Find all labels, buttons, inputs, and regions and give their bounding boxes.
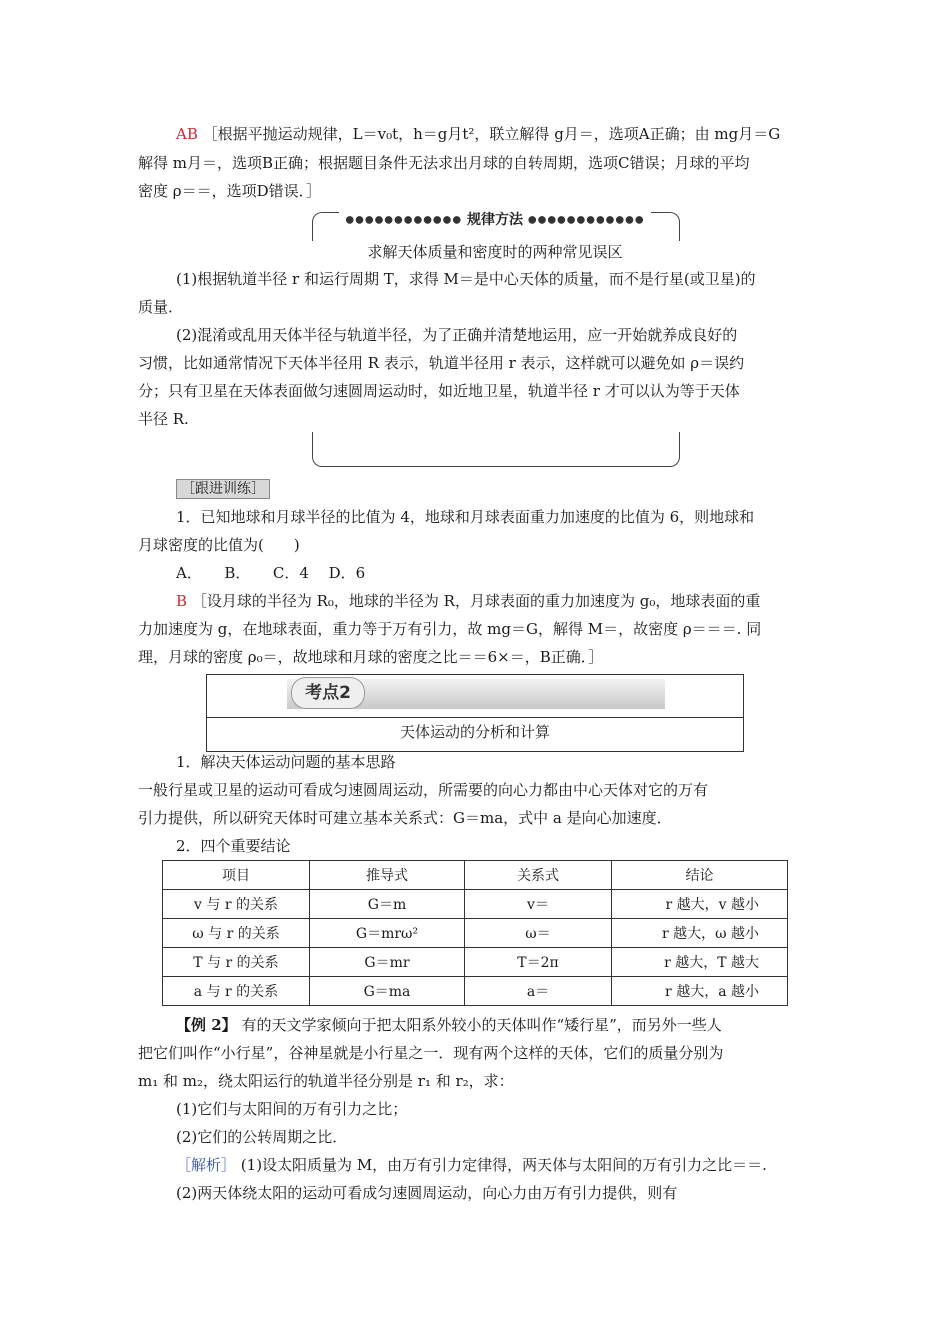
answer-ab-line2: 解得 m月＝，选项B正确；根据题目条件无法求出月球的自转周期，选项C错误；月球的平均 [138,154,750,172]
dots-left: ●●●●●●●●●●●● [345,214,463,226]
example-line3: m₁ 和 m₂，绕太阳运行的轨道半径分别是 r₁ 和 r₂，求： [138,1072,514,1090]
solution-text: (1)设太阳质量为 M，由万有引力定律得，两天体与太阳间的万有引力之比＝＝. [240,1156,767,1174]
answer-ab-line1 [176,124,780,144]
table-cell: a 与 r 的关系 [163,977,310,1006]
example-tag: 【例 2】 [176,1016,237,1034]
table-cell: G＝ma [310,977,465,1006]
method-p2c: 分；只有卫星在天体表面做匀速圆周运动时，如近地卫星，轨道半径 r 才可以认为等于天体 [138,382,740,400]
method-title: 规律方法 [467,212,523,228]
table-cell: v＝ [465,890,612,919]
answer-1-text: ［设月球的半径为 R₀，地球的半径为 R，月球表面的重力加速度为 g₀，地球表面的重 [191,592,761,610]
method-p1b: 质量． [138,298,184,316]
table-cell: T＝2π [465,948,612,977]
table-cell: r 越大，a 越小 [612,977,788,1006]
dots-right: ●●●●●●●●●●●● [527,214,645,226]
solution-line1 [176,1155,767,1175]
table-cell: G＝mrω² [310,919,465,948]
section-p1b: 引力提供，所以研究天体时可建立基本关系式：G＝ma，式中 a 是向心加速度． [138,809,672,827]
table-cell: a＝ [465,977,612,1006]
table-cell: ω 与 r 的关系 [163,919,310,948]
method-p2b: 习惯，比如通常情况下天体半径用 R 表示，轨道半径用 r 表示，这样就可以避免如 ρ＝误约 [138,354,745,372]
method-p2a: (2)混淆或乱用天体半径与轨道半径，为了正确并清楚地运用，应一开始就养成良好的 [176,326,738,344]
table-row [163,919,788,948]
table-header: 项目 [163,861,310,890]
answer-ab-line3: 密度 ρ＝＝，选项D错误．］ [138,182,322,200]
table-cell: r 越大，T 越大 [612,948,788,977]
table-header: 推导式 [310,861,465,890]
table-row [163,977,788,1006]
solution-tag: ［解析］ [176,1156,237,1174]
table-row [163,890,788,919]
table-cell: G＝m [310,890,465,919]
method-p2d: 半径 R. [138,410,189,428]
question-1-line2: 月球密度的比值为( ) [138,536,300,554]
table-cell: v 与 r 的关系 [163,890,310,919]
table-header: 关系式 [465,861,612,890]
example-q1: (1)它们与太阳间的万有引力之比； [176,1100,408,1118]
section-p1a: 一般行星或卫星的运动可看成匀速圆周运动，所需要的向心力都由中心天体对它的万有 [138,781,709,799]
table-row [163,948,788,977]
question-1-options: A． B． C．4 D．6 [176,564,366,582]
example-text: 有的天文学家倾向于把太阳系外较小的天体叫作“矮行星”，而另外一些人 [241,1016,722,1034]
table-cell: G＝mr [310,948,465,977]
practice-tag: ［跟进训练］ [176,479,270,499]
topic-subtitle: 天体运动的分析和计算 [399,723,550,741]
answer-1-line1 [176,591,760,611]
method-p1a: (1)根据轨道半径 r 和运行周期 T，求得 M＝是中心天体的质量，而不是行星(或卫星)的 [176,270,756,288]
answer-1-line3: 理，月球的密度 ρ₀＝，故地球和月球的密度之比＝＝6×＝，B正确．］ [138,648,604,666]
example-line2: 把它们叫作“小行星”，谷神星就是小行星之一．现有两个这样的天体，它们的质量分别为 [138,1044,724,1062]
topic-divider [207,717,743,718]
method-subtitle: 求解天体质量和密度时的两种常见误区 [367,243,623,261]
section-heading-1: 1．解决天体运动问题的基本思路 [176,753,396,771]
method-box-header [330,209,660,227]
answer-1-tag: B [176,592,188,610]
table-header: 结论 [612,861,788,890]
table-cell: T 与 r 的关系 [163,948,310,977]
answer-tag: AB [176,125,198,143]
answer-1-line2: 力加速度为 g，在地球表面，重力等于万有引力，故 mg＝G，解得 M＝，故密度 ρ＝＝＝. 同 [138,620,762,638]
method-box-bottom [312,432,680,467]
example-line1 [176,1015,722,1035]
section-heading-2: 2．四个重要结论 [176,837,291,855]
topic-box [206,674,744,752]
topic-label: 考点2 [291,677,365,709]
table-cell: r 越大，v 越小 [612,890,788,919]
table-cell: r 越大，ω 越小 [612,919,788,948]
table-header-row [163,861,788,890]
answer-text: ［根据平抛运动规律，L＝v₀t，h＝g月t²，联立解得 g月＝，选项A正确；由 mg月＝G [202,125,781,143]
solution-line2: (2)两天体绕太阳的运动可看成匀速圆周运动，向心力由万有引力提供，则有 [176,1184,678,1202]
example-q2: (2)它们的公转周期之比． [176,1128,348,1146]
conclusions-table [162,860,788,1006]
table-cell: ω＝ [465,919,612,948]
question-1-line1: 1．已知地球和月球半径的比值为 4，地球和月球表面重力加速度的比值为 6，则地球和 [176,508,755,526]
